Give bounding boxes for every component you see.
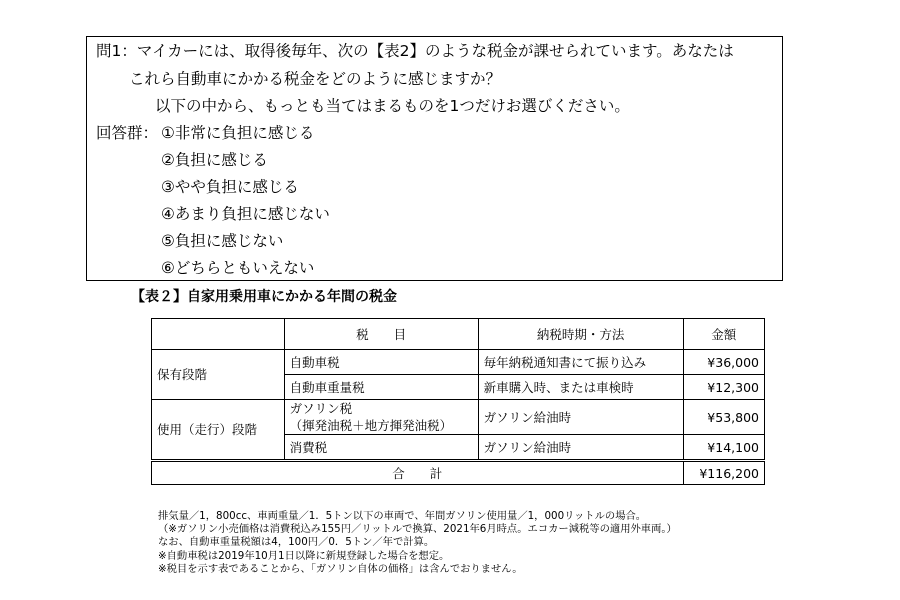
tax-item	[284, 400, 478, 435]
tax-item-sub: （揮発油税＋地方揮発油税）	[289, 418, 453, 433]
question-line-2: これら自動車にかかる税金をどのように感じますか？	[129, 70, 502, 88]
table-row	[152, 400, 765, 435]
table-header-row	[152, 319, 765, 350]
header-amount: 金額	[683, 319, 764, 350]
note-line: （※ガソリン小売価格は消費税込み155円／リットルで換算、2021年6月時点。エコカー減税等の適用外車両。）	[158, 523, 677, 536]
total-row	[152, 461, 765, 485]
tax-amount: ¥14,100	[683, 435, 764, 461]
note-line: ※税目を示す表であることから、「ガソリン自体の価格」は含んでおりません。	[158, 562, 523, 575]
total-label: 合 計	[152, 461, 684, 485]
tax-amount: ¥12,300	[683, 375, 764, 400]
tax-timing: 毎年納税通知書にて振り込み	[478, 350, 683, 375]
header-timing: 納税時期・方法	[478, 319, 683, 350]
answer-option-3: ③やや負担に感じる	[161, 178, 299, 196]
tax-item-name: ガソリン税	[289, 401, 353, 416]
tax-item: 自動車税	[284, 350, 478, 375]
header-stage	[152, 319, 285, 350]
stage-usage: 使用（走行）段階	[152, 400, 285, 461]
tax-amount: ¥53,800	[683, 400, 764, 435]
answer-option-5: ⑤負担に感じない	[161, 232, 284, 250]
tax-item: 消費税	[284, 435, 478, 461]
tax-amount: ¥36,000	[683, 350, 764, 375]
note-line: 排気量／1，800cc、車両重量／1．5トン以下の車両で、年間ガソリン使用量／1，000リットルの場合。	[158, 510, 647, 522]
tax-timing: ガソリン給油時	[478, 400, 683, 435]
tax-item: 自動車重量税	[284, 375, 478, 400]
answer-option-6: ⑥どちらともいえない	[161, 259, 315, 277]
answer-option-2: ②負担に感じる	[161, 151, 268, 169]
stage-holding: 保有段階	[152, 350, 285, 400]
question-line-3: 以下の中から、もっとも当てはまるものを1つだけお選びください。	[155, 97, 630, 115]
tax-table	[151, 318, 765, 485]
tax-timing: ガソリン給油時	[478, 435, 683, 461]
answer-option-1: ①非常に負担に感じる	[161, 124, 315, 142]
table-caption: 【表２】自家用乗用車にかかる年間の税金	[131, 289, 397, 305]
header-item: 税 目	[284, 319, 478, 350]
answer-option-4: ④あまり負担に感じない	[161, 205, 330, 223]
tax-timing: 新車購入時、または車検時	[478, 375, 683, 400]
answers-label: 回答群：	[96, 124, 159, 142]
notes	[158, 510, 677, 576]
total-amount: ¥116,200	[683, 461, 764, 485]
question-line-1: 問1：マイカーには、取得後毎年、次の【表2】のような税金が課せられています。あなたは	[96, 42, 734, 60]
note-line: ※自動車税は2019年10月1日以降に新規登録した場合を想定。	[158, 549, 450, 562]
table-row	[152, 350, 765, 375]
note-line: なお、自動車重量税額は4，100円／0．5トン／年で計算。	[158, 536, 435, 549]
